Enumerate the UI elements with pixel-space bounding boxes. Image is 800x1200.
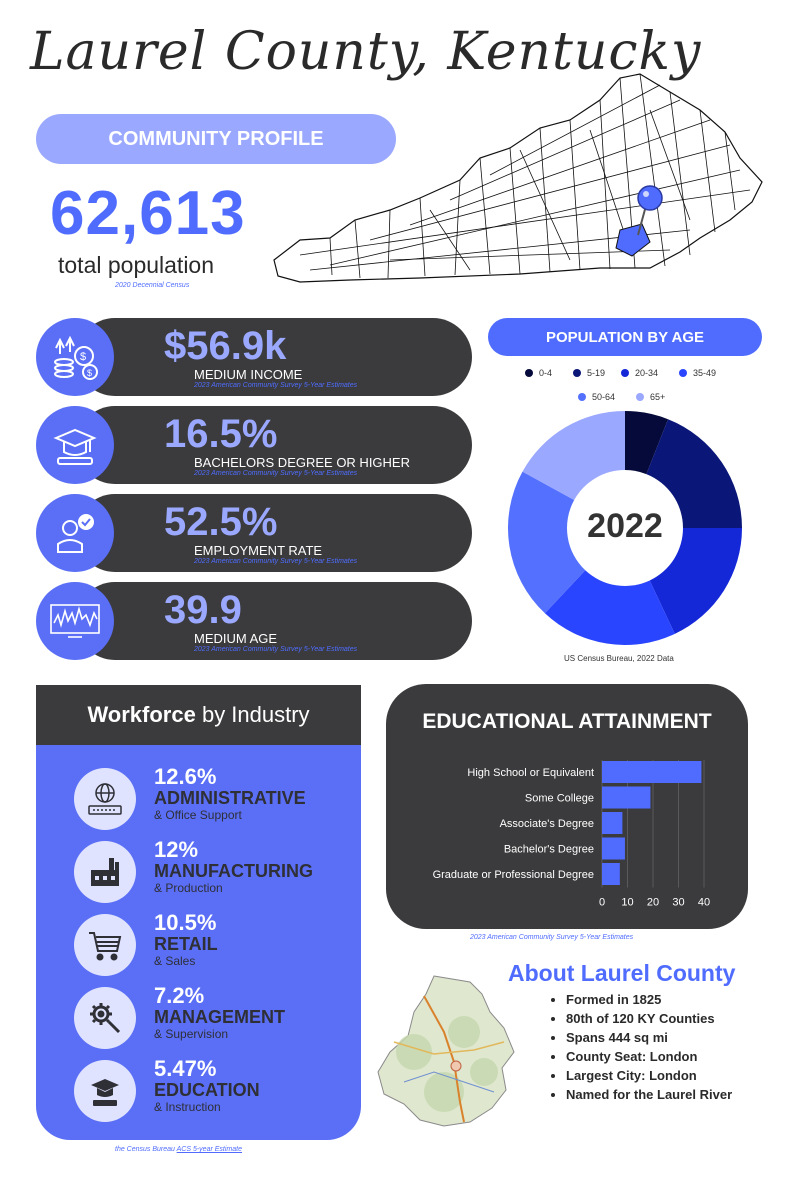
industry-name: RETAIL [154,934,218,954]
money-icon [36,318,114,396]
industry-sub: & Instruction [154,1100,221,1114]
list-item: • County Seat: London [566,1047,776,1066]
category-label: Some College [524,792,594,805]
bar [602,838,625,860]
workforce-panel [36,685,361,1140]
stat-employment [36,494,472,572]
bar [602,787,650,809]
stat-value: 52.5% [164,500,278,544]
graduation-cap-icon [36,406,114,484]
industry-item [74,837,354,903]
age-chart-source: US Census Bureau, 2022 Data [564,654,674,663]
workforce-source: the Census Bureau ACS 5-year Estimate [115,1146,242,1153]
industry-item [74,1056,354,1122]
legend-item: 50-64 [578,392,615,402]
worker-icon [36,494,114,572]
legend-item: 35-49 [679,368,716,378]
county-map [374,972,544,1132]
industry-sub: & Office Support [154,808,242,822]
stat-label: BACHELORS DEGREE OR HIGHER [194,455,410,470]
x-tick-label: 20 [646,896,660,909]
svg-text:$: $ [80,351,87,363]
industry-name: EDUCATION [154,1080,260,1100]
industry-pct: 12.6% [154,764,217,789]
about-list [550,990,776,1104]
legend-item: 20-34 [621,368,658,378]
gear-wrench-icon [74,987,136,1049]
bar [602,812,622,834]
category-label: Bachelor's Degree [503,843,594,856]
stat-source: 2023 American Community Survey 5-Year Estimates [194,470,358,477]
industry-item [74,983,354,1049]
population-label: total population [58,252,215,278]
about-title: About Laurel County [508,960,736,986]
bar [602,863,620,885]
page-title: Laurel County, Kentucky [30,22,702,82]
stat-value: $56.9k [164,324,287,368]
x-tick-label: 30 [672,896,685,909]
stat-bachelors [36,406,472,484]
category-label: Graduate or Professional Degree [432,869,594,881]
industry-pct: 12% [154,837,199,862]
kentucky-map [270,70,770,290]
legend-item: 5-19 [573,368,605,378]
graduation-book-icon [74,1060,136,1122]
list-item: • Spans 444 sq mi [566,1028,776,1047]
workforce-title: Workforce by Industry [36,685,361,745]
list-item: • 80th of 120 KY Counties [566,1009,776,1028]
shopping-cart-icon [74,914,136,976]
stat-label: MEDIUM AGE [194,631,278,646]
industry-name: MANUFACTURING [154,861,313,881]
list-item: • Largest City: London [566,1066,776,1085]
list-item: • Named for the Laurel River [566,1085,776,1104]
stat-income [36,318,472,396]
acs-link[interactable]: ACS 5-year Estimate [176,1146,242,1153]
category-label: High School or Equivalent [467,767,594,779]
stat-age [36,582,472,660]
population-source: 2020 Decennial Census [115,282,190,289]
monitor-chart-icon [36,582,114,660]
legend-item: 65+ [636,392,665,402]
stat-source: 2023 American Community Survey 5-Year Estimates [194,558,358,565]
population-value: 62,613 [50,179,246,248]
globe-keyboard-icon [74,768,136,830]
education-source: 2023 American Community Survey 5-Year Estimates [470,934,634,941]
stat-label: EMPLOYMENT RATE [194,543,323,558]
industry-sub: & Supervision [154,1027,229,1041]
donut-center-label: 2022 [587,507,663,545]
industry-item [74,764,354,830]
education-bar-chart [386,684,748,929]
stat-source: 2023 American Community Survey 5-Year Estimates [194,646,358,653]
industry-pct: 7.2% [154,983,205,1008]
x-tick-label: 40 [697,896,711,909]
age-chart-title: POPULATION BY AGE [488,318,762,356]
svg-text:$: $ [87,368,93,378]
x-tick-label: 10 [621,896,634,909]
industry-sub: & Sales [154,954,196,968]
age-donut-chart [505,408,745,648]
education-panel [386,684,748,929]
industry-item [74,910,354,976]
factory-icon [74,841,136,903]
industry-sub: & Production [154,881,223,895]
stat-value: 39.9 [164,588,242,632]
stat-value: 16.5% [164,412,278,456]
community-profile-banner: COMMUNITY PROFILE [36,114,396,164]
bar [602,761,701,783]
industry-name: MANAGEMENT [154,1007,285,1027]
list-item: • Formed in 1825 [566,990,776,1009]
industry-name: ADMINISTRATIVE [154,788,306,808]
industry-pct: 5.47% [154,1056,217,1081]
education-title: EDUCATIONAL ATTAINMENT [422,710,712,733]
x-tick-label: 0 [598,896,606,909]
legend-item: 0-4 [525,368,552,378]
stat-source: 2023 American Community Survey 5-Year Estimates [194,382,358,389]
industry-pct: 10.5% [154,910,217,935]
category-label: Associate's Degree [499,818,594,830]
stat-label: MEDIUM INCOME [194,367,303,382]
